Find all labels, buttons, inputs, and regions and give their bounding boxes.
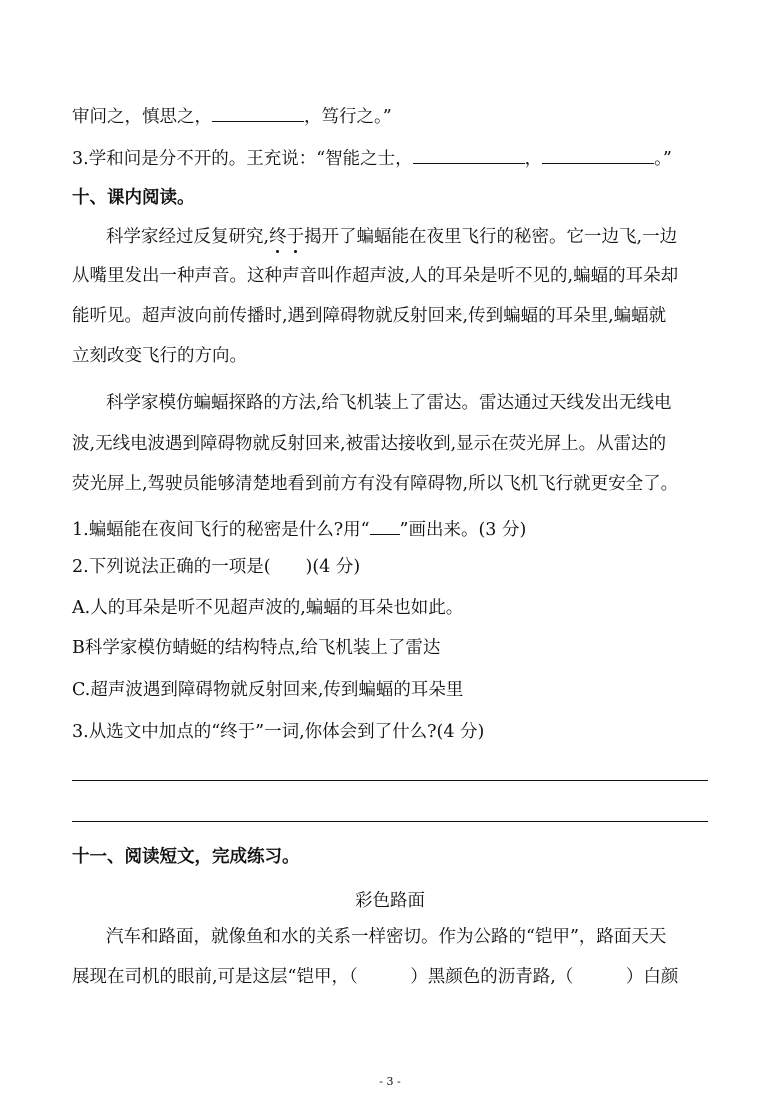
question-2: 2.下列说法正确的一项是( )(4 分): [72, 557, 361, 577]
paragraph-line: 科学家模仿蝙蝠探路的方法,给飞机装上了雷达。雷达通过天线发出无线电: [106, 393, 672, 413]
option-a: A.人的耳朵是听不见超声波的,蝙蝠的耳朵也如此。: [72, 598, 464, 618]
line-text: ”画出来。(3 分): [399, 520, 527, 540]
line-text: 1.蝙蝠能在夜间飞行的秘密是什么?用“: [72, 520, 370, 540]
line-text: ，笃行之。”: [304, 107, 392, 127]
fill-blank[interactable]: [413, 148, 525, 164]
question-1: [72, 519, 526, 540]
line-text: 3.学和问是分不开的。王充说：“智能之士，: [72, 149, 413, 169]
fill-blank[interactable]: [212, 106, 304, 122]
option-c: C.超声波遇到障碍物就反射回来,传到蝙蝠的耳朵里: [72, 680, 464, 700]
paragraph-line: 荧光屏上,驾驶员能够清楚地看到前方有没有障碍物,所以飞机飞行就更安全了。: [72, 474, 679, 494]
page-number: - 3 -: [379, 1075, 401, 1088]
question-3: 3.从选文中加点的“终于”一词,你体会到了什么?(4 分): [72, 722, 485, 742]
paragraph-line: 从嘴里发出一种声音。这种声音叫作超声波,人的耳朵是听不见的,蝙蝠的耳朵却: [72, 266, 679, 286]
answer-line[interactable]: [72, 780, 708, 781]
fill-blank[interactable]: [542, 148, 654, 164]
paragraph-line: 展现在司机的眼前,可是这层“铠甲，（ ）黑颜色的沥青路,（ ）白颜: [72, 967, 679, 987]
paragraph-line: 立刻改变飞行的方向。: [72, 346, 247, 366]
passage-title: 彩色路面: [355, 891, 425, 911]
section-heading: 十一、阅读短文，完成练习。: [72, 847, 300, 867]
dotted-char: 终: [269, 227, 287, 247]
line-text: 揭开了蝙蝠能在夜里飞行的秘密。它一边飞,一边: [304, 227, 678, 247]
answer-line[interactable]: [72, 821, 708, 822]
text-line: [72, 148, 672, 169]
paragraph-line: 能听见。超声波向前传播时,遇到障碍物就反射回来,传到蝙蝠的耳朵里,蝙蝠就: [72, 306, 667, 326]
line-text: ，: [524, 149, 543, 169]
line-text: 科学家经过反复研究,: [106, 227, 270, 247]
paragraph-line: 波,无线电波遇到障碍物就反射回来,被雷达接收到,显示在荧光屏上。从雷达的: [72, 434, 667, 454]
section-heading: 十、课内阅读。: [72, 188, 195, 208]
option-b: B科学家模仿蜻蜓的结构特点,给飞机装上了雷达: [72, 638, 441, 658]
text-line: [72, 106, 392, 127]
underline-mark: [370, 519, 400, 535]
line-text: 。”: [654, 149, 672, 169]
dotted-char: 于: [286, 227, 305, 247]
paragraph-line: 汽车和路面，就像鱼和水的关系一样密切。作为公路的“铠甲”，路面天天: [106, 927, 667, 947]
line-text: 审问之，慎思之，: [72, 107, 212, 127]
paragraph-line: [106, 229, 677, 247]
